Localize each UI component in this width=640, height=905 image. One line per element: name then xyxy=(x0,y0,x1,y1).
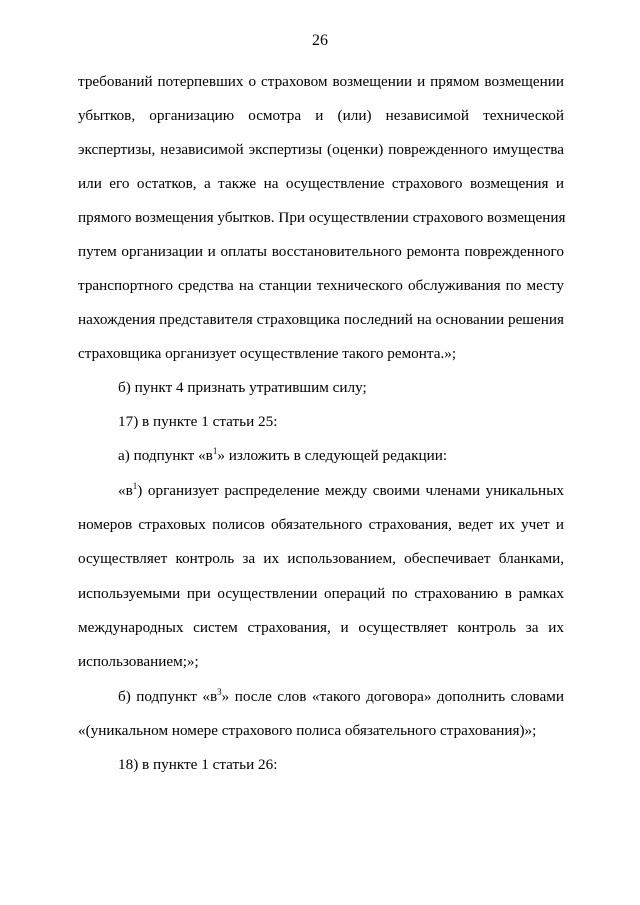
text-line: «(уникальном номере страхового полиса обязательного страхования)»; xyxy=(78,722,537,739)
text-line: или его остатков, а также на осуществление страхового возмещения и xyxy=(78,175,564,192)
text-line: использованием;»; xyxy=(78,653,199,670)
text-line-with-superscript xyxy=(118,687,564,707)
text-line: требований потерпевших о страховом возмещении и прямом возмещении xyxy=(78,73,564,90)
text-line: экспертизы, независимой экспертизы (оценки) поврежденного имущества xyxy=(78,141,564,158)
text-line: номеров страховых полисов обязательного страхования, ведет их учет и xyxy=(78,516,564,533)
page-number: 26 xyxy=(312,32,328,49)
text-line: 17) в пункте 1 статьи 25: xyxy=(118,413,278,430)
superscript: 3 xyxy=(217,687,222,697)
text-before: «в xyxy=(118,482,133,499)
text-before: а) подпункт «в xyxy=(118,447,213,464)
text-line: нахождения представителя страховщика последний на основании решения xyxy=(78,311,564,328)
text-line: убытков, организацию осмотра и (или) независимой технической xyxy=(78,107,564,124)
text-line: прямого возмещения убытков. При осуществлении страхового возмещения xyxy=(78,209,566,226)
text-after: ) организует распределение между своими членами уникальных xyxy=(137,482,564,499)
text-after: » изложить в следующей редакции: xyxy=(217,447,448,464)
superscript: 1 xyxy=(132,481,138,491)
text-line: 18) в пункте 1 статьи 26: xyxy=(118,756,278,773)
text-line: международных систем страхования, и осуществляет контроль за их xyxy=(78,619,564,636)
text-line-with-superscript xyxy=(118,481,564,501)
text-after: » после слов «такого договора» дополнить словами xyxy=(221,688,564,705)
text-line: б) пункт 4 признать утратившим силу; xyxy=(118,379,367,396)
text-line-with-superscript xyxy=(118,446,564,466)
superscript: 1 xyxy=(212,446,218,456)
text-line: транспортного средства на станции технического обслуживания по месту xyxy=(78,277,564,294)
text-line: путем организации и оплаты восстановительного ремонта поврежденного xyxy=(78,243,564,260)
text-line: страховщика организует осуществление такого ремонта.»; xyxy=(78,345,457,362)
text-before: б) подпункт «в xyxy=(118,688,218,705)
text-line: осуществляет контроль за их использованием, обеспечивает бланками, xyxy=(78,550,564,567)
text-line: используемыми при осуществлении операций по страхованию в рамках xyxy=(78,585,564,602)
